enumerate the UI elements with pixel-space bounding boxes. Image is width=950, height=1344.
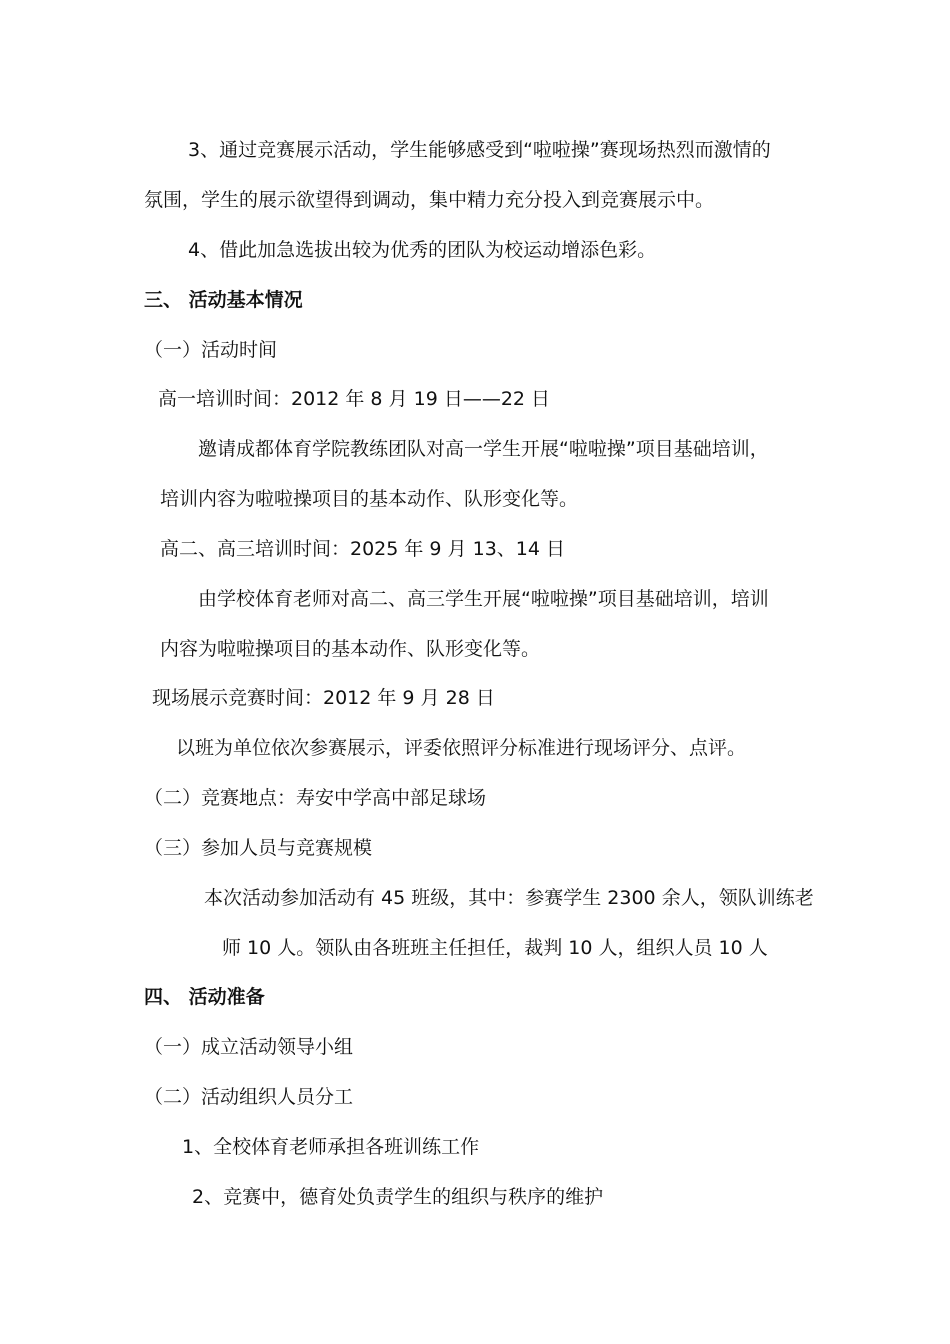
paragraph-line: 以班为单位依次参赛展示，评委依照评分标准进行现场评分、点评。	[176, 737, 747, 759]
paragraph-line: 内容为啦啦操项目的基本动作、队形变化等。	[160, 638, 541, 660]
paragraph-line: 师 10 人。领队由各班班主任担任，裁判 10 人，组织人员 10 人	[222, 937, 768, 959]
paragraph-line: 3、通过竞赛展示活动，学生能够感受到“啦啦操”赛现场热烈而激情的	[188, 139, 771, 161]
list-item: 1、全校体育老师承担各班训练工作	[182, 1136, 480, 1158]
paragraph-line: 由学校体育老师对高二、高三学生开展“啦啦操”项目基础培训，培训	[198, 588, 769, 610]
paragraph-line: 现场展示竞赛时间：2012 年 9 月 28 日	[152, 687, 495, 709]
paragraph-line: 4、借此加急选拔出较为优秀的团队为校运动增添色彩。	[188, 239, 657, 261]
paragraph-line: 氛围，学生的展示欲望得到调动，集中精力充分投入到竞赛展示中。	[144, 189, 715, 211]
subsection-heading: （一）活动时间	[144, 339, 278, 361]
paragraph-line: 高二、高三培训时间：2025 年 9 月 13、14 日	[160, 538, 565, 560]
subsection-heading: （二）活动组织人员分工	[144, 1086, 354, 1108]
section-heading: 四、 活动准备	[144, 986, 265, 1008]
subsection-heading: （二）竞赛地点：寿安中学高中部足球场	[144, 787, 487, 809]
list-item: 2、竞赛中，德育处负责学生的组织与秩序的维护	[192, 1186, 604, 1208]
paragraph-line: 培训内容为啦啦操项目的基本动作、队形变化等。	[160, 488, 579, 510]
paragraph-line: 高一培训时间：2012 年 8 月 19 日——22 日	[158, 388, 551, 410]
paragraph-line: 本次活动参加活动有 45 班级，其中：参赛学生 2300 余人，领队训练老	[204, 887, 814, 909]
subsection-heading: （三）参加人员与竞赛规模	[144, 837, 373, 859]
subsection-heading: （一）成立活动领导小组	[144, 1036, 354, 1058]
paragraph-line: 邀请成都体育学院教练团队对高一学生开展“啦啦操”项目基础培训，	[198, 438, 769, 460]
section-heading: 三、 活动基本情况	[144, 289, 303, 311]
